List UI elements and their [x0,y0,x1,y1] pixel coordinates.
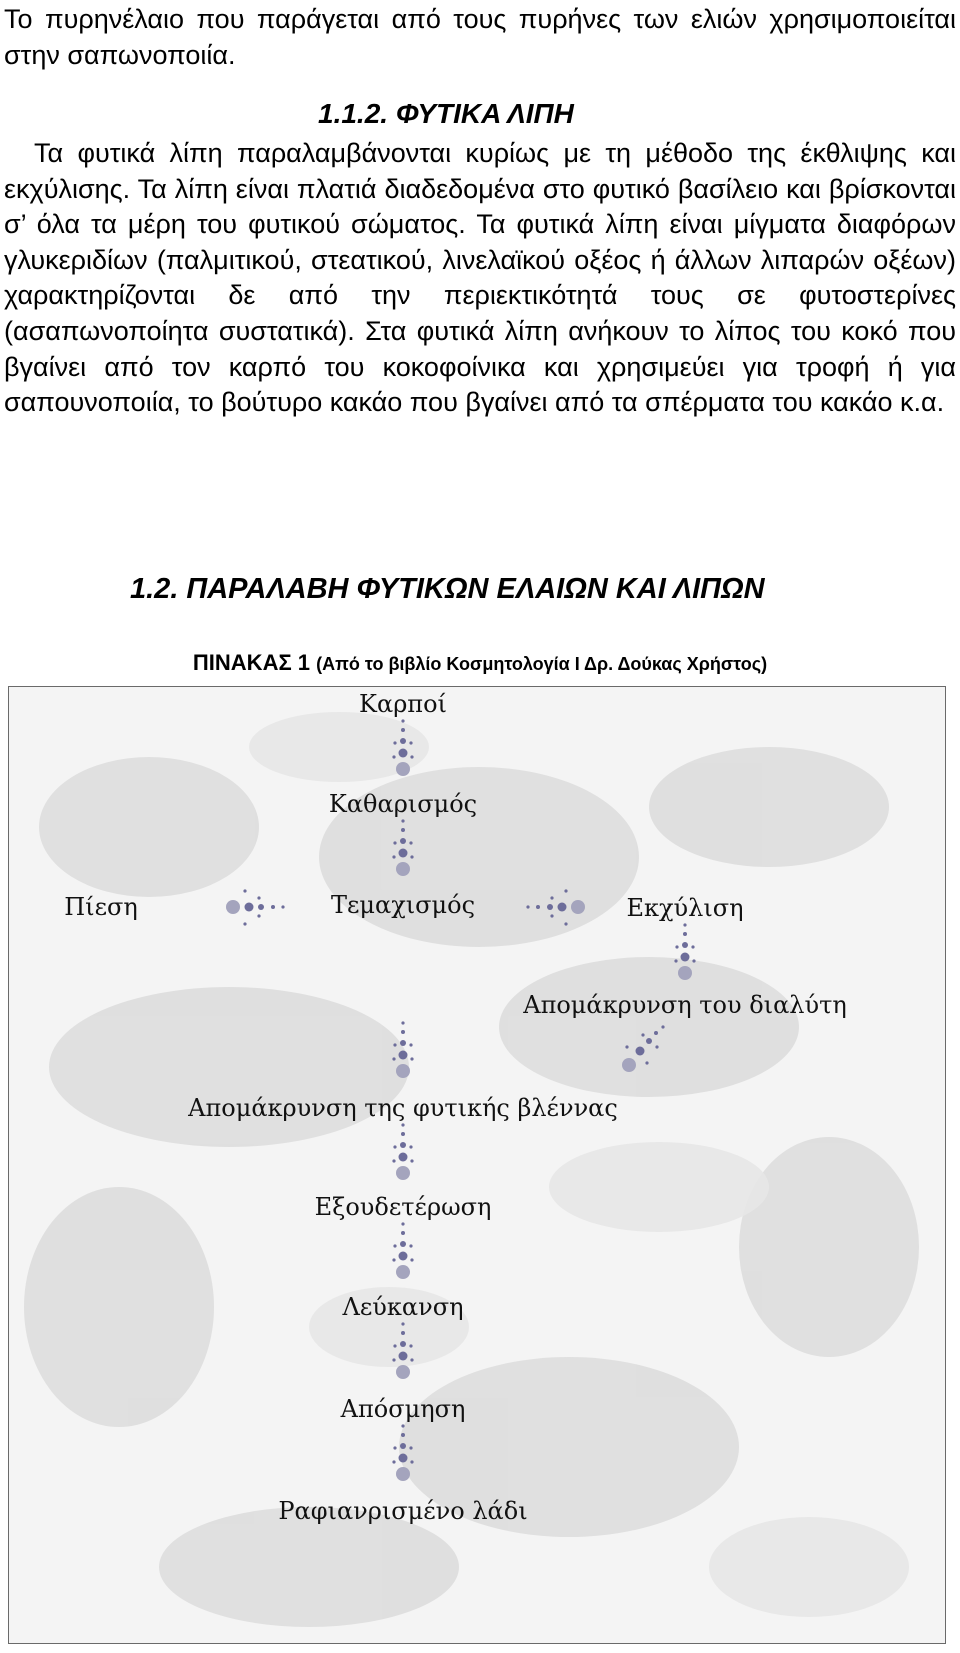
step-pressing: Πίεση [64,893,138,921]
arrow-down-mucilage-neutralization [392,1121,414,1185]
table-caption-main: ΠΙΝΑΚΑΣ 1 [192,650,311,675]
section-heading-1-1-2: 1.1.2. ΦΥΤΙΚΑ ΛΙΠΗ [318,98,574,129]
arrow-down-neutralization-bleaching [392,1220,414,1284]
step-solvent-removal: Απομάκρυνση του διαλύτη [523,991,847,1019]
section-body-1-1-2: Τα φυτικά λίπη παραλαμβάνονται κυρίως με τη μέθοδο της έκθλιψης και εκχύλισης. Τα λίπη είναι πλατιά διαδεδομένα στο φυτικό βασίλειο και βρίσκονται σ’ όλα τα μέρη του φυτικού σώματος. Τα φυτικά λίπη είναι μίγματα διαφόρων γλυκεριδίων (παλμιτικού, στεατικού, λινελαϊκού οξέος ή άλλων λιπαρών οξέων) χαρακτηρίζονται δε από την περιεκτικότητά τους σε φυτοστερίνες (ασαπωνοποίητα συστατικά). Στα φυτικά λίπη ανήκουν το λίπος του κοκό που βγαίνει από τον καρπό του κοκοφοίνικα και χρησιμεύει για τροφή ή για σαπουνοποιία, το βούτυρο κακάο που βγαίνει από τα σπέρματα του κακάο κ.α. [4,138,956,418]
arrow-down-deodorization-refined [392,1422,414,1486]
step-refined-oil: Ραφιανρισμένο λάδι [278,1497,528,1525]
arrow-down-cleaning-chopping [392,817,414,881]
step-bleaching: Λεύκανση [342,1293,464,1321]
table-caption-source: (Από το βιβλίο Κοσμητολογία Ι Δρ. Δούκας Χρήστος) [316,654,768,674]
step-extraction: Εκχύλιση [626,894,744,922]
process-flow-diagram [8,686,946,1644]
step-fruits: Καρποί [359,690,447,718]
intro-paragraph: Το πυρηνέλαιο που παράγεται από τους πυρήνες των ελιών χρησιμοποιείται στην σαπωνοποιία. [4,4,956,70]
section-heading-1-2: 1.2. ΠΑΡΑΛΑΒΗ ΦΥΤΙΚΩΝ ΕΛΑΙΩΝ ΚΑΙ ΛΙΠΩΝ [130,573,765,605]
arrow-right-chopping-extraction [524,884,588,930]
arrow-left-chopping-pressing [223,884,287,930]
table-caption [0,650,960,676]
step-cleaning: Καθαρισμός [328,790,478,818]
arrow-diag-solvent-mucilage [619,1023,669,1075]
step-mucilage-removal: Απομάκρυνση της φυτικής βλέννας [188,1094,618,1122]
arrow-down-bleaching-deodorization [392,1320,414,1384]
arrow-down-extraction-solvent [674,921,696,985]
arrow-down-into-mucilage [392,1019,414,1083]
arrow-down-fruits-cleaning [392,717,414,781]
step-chopping: Τεμαχισμός [330,891,476,919]
step-neutralization: Εξουδετέρωση [314,1193,492,1221]
step-deodorization: Απόσμηση [340,1395,466,1423]
